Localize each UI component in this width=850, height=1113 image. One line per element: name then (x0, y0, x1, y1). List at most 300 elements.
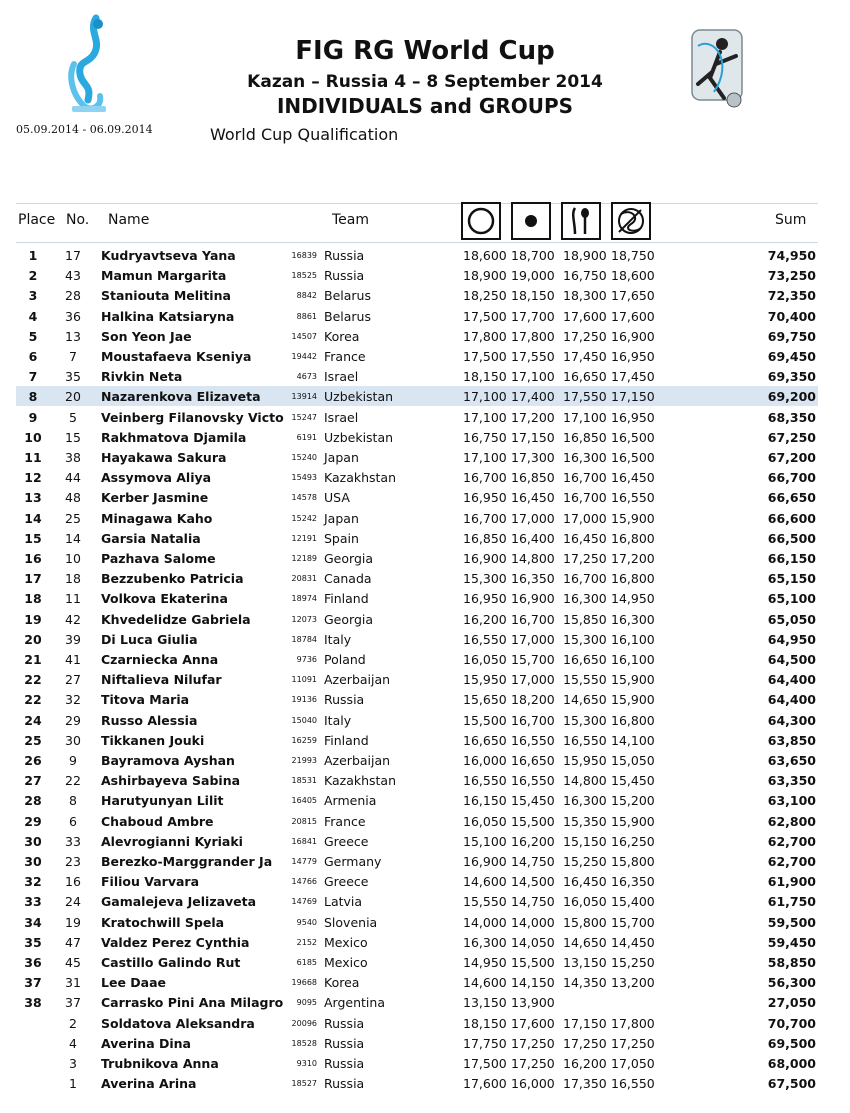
row-ball-score: 14,050 (511, 934, 555, 950)
row-ball-score: 15,700 (511, 652, 555, 667)
table-row (0, 1033, 850, 1053)
row-clubs-score: 16,700 (563, 470, 607, 486)
row-hoop-score: 16,850 (463, 530, 507, 546)
row-ribbon-score: 16,300 (611, 611, 655, 627)
row-ball-score: 17,000 (511, 672, 555, 688)
row-ribbon-score: 16,550 (611, 1076, 655, 1092)
row-team: Greece (324, 833, 369, 849)
row-license-number: 18974 (291, 594, 317, 604)
row-clubs-score: 16,750 (563, 268, 607, 284)
row-team: Korea (324, 975, 360, 991)
row-start-number: 20 (65, 389, 81, 405)
row-team: Latvia (324, 894, 363, 910)
row-ball-score: 17,250 (511, 1035, 555, 1051)
row-gymnast-name: Kratochwill Spela (101, 914, 225, 930)
row-hoop-score: 18,600 (463, 248, 507, 263)
row-ribbon-score: 16,500 (611, 429, 655, 445)
row-clubs-score: 16,200 (563, 1056, 607, 1071)
table-row (0, 346, 850, 366)
row-place: 6 (28, 349, 38, 364)
row-ribbon-score: 16,950 (611, 409, 655, 425)
row-ribbon-score: 18,750 (611, 248, 655, 263)
row-gymnast-name: Russo Alessia (101, 712, 198, 728)
row-clubs-score: 16,450 (563, 874, 607, 890)
row-start-number: 35 (65, 369, 81, 385)
row-hoop-score: 15,100 (463, 833, 507, 849)
row-license-number: 13914 (291, 392, 317, 402)
row-ribbon-score: 15,200 (611, 793, 655, 809)
row-license-number: 4673 (296, 372, 317, 382)
row-license-number: 11091 (291, 675, 317, 685)
row-clubs-score: 18,900 (563, 248, 607, 263)
row-ribbon-score: 16,800 (611, 530, 655, 546)
table-row (0, 689, 850, 709)
row-hoop-score: 13,150 (463, 995, 507, 1011)
table-row (0, 1013, 850, 1033)
row-license-number: 14766 (291, 877, 317, 887)
row-gymnast-name: Trubnikova Anna (101, 1056, 219, 1071)
row-place: 16 (24, 551, 42, 566)
row-start-number: 25 (65, 510, 81, 526)
row-team: France (324, 349, 366, 364)
row-total-score: 62,800 (767, 813, 816, 829)
row-total-score: 64,400 (767, 692, 816, 708)
row-clubs-score: 16,550 (563, 732, 607, 748)
row-clubs-score: 16,300 (563, 450, 607, 465)
row-start-number: 37 (65, 995, 81, 1011)
row-hoop-score: 18,900 (463, 268, 507, 284)
row-hoop-score: 18,250 (463, 288, 507, 304)
competition-dates: 05.09.2014 - 06.09.2014 (16, 123, 153, 136)
row-ribbon-score: 15,400 (611, 894, 655, 910)
row-clubs-score: 17,150 (563, 1015, 607, 1031)
row-team: Argentina (324, 995, 385, 1011)
row-team: Armenia (324, 793, 377, 809)
row-place: 33 (24, 894, 42, 910)
row-ball-score: 16,000 (511, 1076, 555, 1092)
row-start-number: 2 (69, 1015, 77, 1031)
col-header-name: Name (108, 212, 150, 228)
row-total-score: 59,500 (767, 914, 816, 930)
row-team: Uzbekistan (324, 429, 394, 445)
table-row (16, 386, 818, 406)
row-clubs-score: 15,850 (563, 611, 607, 627)
row-team: Russia (324, 248, 365, 263)
row-team: Greece (324, 874, 369, 890)
row-license-number: 18531 (291, 776, 317, 786)
row-hoop-score: 14,600 (463, 975, 507, 991)
table-row (0, 245, 850, 265)
row-clubs-score: 17,350 (563, 1076, 607, 1092)
row-place: 37 (24, 975, 42, 991)
row-team: France (324, 813, 366, 829)
row-ribbon-score: 14,950 (611, 591, 655, 607)
table-row (0, 447, 850, 467)
header-top-rule (16, 203, 818, 204)
row-ribbon-score: 17,050 (611, 1056, 655, 1071)
row-ball-score: 14,000 (511, 914, 555, 930)
row-license-number: 19136 (291, 695, 317, 705)
row-hoop-score: 16,950 (463, 591, 507, 607)
row-gymnast-name: Rakhmatova Djamila (101, 429, 247, 445)
row-start-number: 15 (65, 429, 81, 445)
row-place: 32 (24, 874, 42, 890)
row-license-number: 8842 (296, 291, 317, 301)
table-row (0, 326, 850, 346)
table-row (0, 427, 850, 447)
row-start-number: 48 (65, 490, 81, 506)
row-hoop-score: 15,550 (463, 894, 507, 910)
row-place: 22 (24, 692, 42, 708)
row-gymnast-name: Kudryavtseva Yana (101, 248, 236, 263)
row-gymnast-name: Hayakawa Sakura (101, 450, 227, 465)
row-start-number: 19 (65, 914, 81, 930)
row-license-number: 16839 (291, 251, 317, 260)
row-team: Finland (324, 591, 369, 607)
row-ball-score: 16,400 (511, 530, 555, 546)
row-gymnast-name: Bayramova Ayshan (101, 753, 235, 768)
row-total-score: 68,350 (767, 409, 816, 425)
row-place: 20 (24, 631, 42, 647)
row-start-number: 44 (65, 470, 81, 486)
row-start-number: 45 (65, 955, 81, 970)
row-start-number: 27 (65, 672, 81, 688)
row-team: Mexico (324, 955, 368, 970)
row-license-number: 18525 (291, 271, 317, 281)
row-total-score: 64,400 (767, 672, 816, 688)
row-clubs-score: 15,350 (563, 813, 607, 829)
row-place: 26 (24, 753, 42, 768)
row-license-number: 20831 (291, 574, 317, 584)
row-clubs-score: 16,700 (563, 490, 607, 506)
clubs-icon (561, 202, 601, 240)
row-team: Germany (324, 854, 382, 869)
row-team: Uzbekistan (324, 389, 394, 405)
row-team: Belarus (324, 308, 371, 324)
row-hoop-score: 16,050 (463, 652, 507, 667)
row-start-number: 43 (65, 268, 81, 284)
row-total-score: 74,950 (767, 248, 816, 263)
row-ribbon-score: 15,800 (611, 854, 655, 869)
row-clubs-score: 15,150 (563, 833, 607, 849)
row-ball-score: 17,550 (511, 349, 555, 364)
row-team: Azerbaijan (324, 672, 391, 688)
row-start-number: 3 (69, 1056, 77, 1071)
row-total-score: 62,700 (767, 854, 816, 869)
row-start-number: 39 (65, 631, 81, 647)
row-place: 17 (24, 571, 42, 587)
row-license-number: 9310 (296, 1059, 317, 1068)
table-row (0, 285, 850, 305)
row-ball-score: 15,500 (511, 813, 555, 829)
row-clubs-score: 17,250 (563, 1035, 607, 1051)
table-row (0, 891, 850, 911)
row-gymnast-name: Lee Daae (101, 975, 166, 991)
row-license-number: 19668 (291, 978, 317, 988)
row-hoop-score: 16,200 (463, 611, 507, 627)
row-ball-score: 13,900 (511, 995, 555, 1011)
table-row (0, 568, 850, 588)
row-license-number: 15240 (291, 453, 317, 462)
row-ball-score: 14,800 (511, 551, 555, 566)
row-team: Israel (324, 369, 359, 385)
row-ball-score: 14,750 (511, 854, 555, 869)
row-gymnast-name: Assymova Aliya (101, 470, 212, 486)
row-team: Kazakhstan (324, 773, 397, 789)
row-ball-score: 16,550 (511, 773, 555, 789)
table-row (0, 770, 850, 790)
row-ribbon-score: 14,100 (611, 732, 655, 748)
row-license-number: 2152 (296, 937, 317, 947)
row-place: 24 (24, 712, 42, 728)
table-row (0, 972, 850, 992)
row-ball-score: 17,800 (511, 328, 555, 344)
row-start-number: 29 (65, 712, 81, 728)
row-license-number: 12189 (291, 554, 317, 563)
row-ball-score: 17,250 (511, 1056, 555, 1071)
row-hoop-score: 18,150 (463, 369, 507, 385)
row-hoop-score: 17,500 (463, 349, 507, 364)
row-place: 25 (24, 732, 42, 748)
row-total-score: 66,700 (767, 470, 816, 486)
row-total-score: 66,650 (767, 490, 816, 506)
row-clubs-score: 16,850 (563, 429, 607, 445)
row-clubs-score: 16,300 (563, 793, 607, 809)
row-clubs-score: 13,150 (563, 955, 607, 970)
row-start-number: 36 (65, 308, 81, 324)
row-ball-score: 17,000 (511, 631, 555, 647)
row-hoop-score: 16,650 (463, 732, 507, 748)
row-start-number: 1 (69, 1076, 77, 1092)
row-total-score: 69,500 (767, 1035, 816, 1051)
row-team: Poland (324, 652, 366, 667)
row-total-score: 68,000 (767, 1056, 816, 1071)
row-gymnast-name: Mamun Margarita (101, 268, 227, 284)
row-license-number: 15040 (291, 715, 317, 725)
row-hoop-score: 16,950 (463, 490, 507, 506)
row-license-number: 18527 (291, 1079, 317, 1089)
row-ball-score: 16,450 (511, 490, 555, 506)
row-total-score: 56,300 (767, 975, 816, 991)
row-ribbon-score: 15,700 (611, 914, 655, 930)
row-ribbon-score: 16,800 (611, 571, 655, 587)
row-clubs-score: 17,000 (563, 510, 607, 526)
row-place: 35 (24, 934, 42, 950)
table-row (0, 609, 850, 629)
row-total-score: 66,600 (767, 510, 816, 526)
row-place: 4 (28, 308, 38, 324)
row-total-score: 67,250 (767, 429, 816, 445)
row-ball-score: 17,300 (511, 450, 555, 465)
table-row (0, 306, 850, 326)
row-total-score: 63,100 (767, 793, 816, 809)
row-place: 3 (28, 288, 38, 304)
row-hoop-score: 15,650 (463, 692, 507, 708)
ribbon-icon (611, 202, 651, 240)
row-place: 13 (24, 490, 42, 506)
row-hoop-score: 16,000 (463, 753, 507, 768)
row-gymnast-name: Castillo Galindo Rut (101, 955, 241, 970)
table-row (0, 851, 850, 871)
row-license-number: 16841 (291, 836, 317, 846)
row-start-number: 5 (69, 409, 77, 425)
row-ribbon-score: 17,200 (611, 551, 655, 566)
row-clubs-score: 17,450 (563, 349, 607, 364)
row-start-number: 22 (65, 773, 81, 789)
row-place: 30 (24, 854, 42, 869)
table-row (0, 669, 850, 689)
row-total-score: 59,450 (767, 934, 816, 950)
row-total-score: 73,250 (767, 268, 816, 284)
row-clubs-score: 15,300 (563, 712, 607, 728)
row-hoop-score: 14,600 (463, 874, 507, 890)
row-place: 22 (24, 672, 42, 688)
row-license-number: 6185 (296, 958, 317, 967)
row-hoop-score: 16,150 (463, 793, 507, 809)
row-hoop-score: 17,500 (463, 1056, 507, 1071)
row-start-number: 42 (65, 611, 81, 627)
row-clubs-score: 16,300 (563, 591, 607, 607)
row-ball-score: 16,200 (511, 833, 555, 849)
table-row (0, 871, 850, 891)
row-place: 12 (24, 470, 42, 486)
row-start-number: 10 (65, 551, 81, 566)
row-gymnast-name: Moustafaeva Kseniya (101, 349, 252, 364)
row-gymnast-name: Khvedelidze Gabriela (101, 611, 251, 627)
table-row (0, 952, 850, 972)
row-total-score: 70,400 (767, 308, 816, 324)
row-ball-score: 14,500 (511, 874, 555, 890)
row-ribbon-score: 16,100 (611, 652, 655, 667)
row-ribbon-score: 17,250 (611, 1035, 655, 1051)
row-start-number: 33 (65, 833, 81, 849)
table-row (0, 508, 850, 528)
table-row (0, 1053, 850, 1073)
row-clubs-score: 17,550 (563, 389, 607, 405)
row-place: 19 (24, 611, 42, 627)
row-team: Japan (324, 450, 359, 465)
row-clubs-score: 15,950 (563, 753, 607, 768)
table-row (0, 992, 850, 1012)
row-gymnast-name: Gamalejeva Jelizaveta (101, 894, 257, 910)
row-total-score: 61,900 (767, 874, 816, 890)
row-place: 36 (24, 955, 42, 970)
row-clubs-score: 16,450 (563, 530, 607, 546)
row-start-number: 11 (65, 591, 81, 607)
row-total-score: 67,500 (767, 1076, 816, 1092)
row-gymnast-name: Averina Arina (101, 1076, 197, 1092)
row-ribbon-score: 17,450 (611, 369, 655, 385)
row-hoop-score: 16,300 (463, 934, 507, 950)
table-row (0, 750, 850, 770)
row-gymnast-name: Tikkanen Jouki (101, 732, 205, 748)
row-team: Russia (324, 1076, 365, 1092)
row-ball-score: 18,700 (511, 248, 555, 263)
col-header-team: Team (332, 212, 370, 228)
row-start-number: 31 (65, 975, 81, 991)
row-license-number: 18784 (291, 634, 317, 644)
row-total-score: 69,200 (767, 389, 816, 405)
row-ribbon-score: 15,050 (611, 753, 655, 768)
row-team: Korea (324, 328, 360, 344)
table-row (0, 487, 850, 507)
row-ribbon-score: 13,200 (611, 975, 655, 991)
row-place: 1 (28, 248, 38, 263)
row-gymnast-name: Veinberg Filanovsky Victo (101, 409, 284, 425)
table-row (0, 932, 850, 952)
row-place: 21 (24, 652, 42, 667)
row-clubs-score: 17,250 (563, 328, 607, 344)
row-place: 2 (28, 268, 38, 284)
event-category: INDIVIDUALS and GROUPS (276, 94, 574, 118)
row-clubs-score: 15,250 (563, 854, 607, 869)
row-start-number: 47 (65, 934, 81, 950)
row-ball-score: 17,700 (511, 308, 555, 324)
row-place: 5 (28, 328, 38, 344)
row-place: 38 (24, 995, 42, 1011)
row-ribbon-score: 18,600 (611, 268, 655, 284)
row-clubs-score: 18,300 (563, 288, 607, 304)
row-team: Japan (324, 510, 359, 526)
row-gymnast-name: Bezzubenko Patricia (101, 571, 244, 587)
row-ball-score: 16,650 (511, 753, 555, 768)
row-start-number: 8 (69, 793, 77, 809)
table-row (0, 366, 850, 386)
col-header-place: Place (18, 212, 56, 228)
row-team: Russia (324, 1056, 365, 1071)
row-ball-score: 14,150 (511, 975, 555, 991)
row-ball-score: 14,750 (511, 894, 555, 910)
row-place: 34 (24, 914, 42, 930)
row-start-number: 38 (65, 450, 81, 465)
row-gymnast-name: Berezko-Marggrander Ja (101, 854, 273, 869)
row-gymnast-name: Averina Dina (101, 1035, 191, 1051)
row-ribbon-score: 15,250 (611, 955, 655, 970)
row-total-score: 58,850 (767, 955, 816, 970)
table-row (0, 811, 850, 831)
row-start-number: 6 (69, 813, 77, 829)
row-ribbon-score: 16,550 (611, 490, 655, 506)
row-gymnast-name: Nazarenkova Elizaveta (101, 389, 261, 405)
row-team: Canada (324, 571, 372, 587)
row-hoop-score: 17,100 (463, 409, 507, 425)
row-gymnast-name: Carrasko Pini Ana Milagro (101, 995, 284, 1011)
row-start-number: 23 (65, 854, 81, 869)
table-row (0, 730, 850, 750)
row-clubs-score: 14,650 (563, 934, 607, 950)
row-gymnast-name: Rivkin Neta (101, 369, 183, 385)
row-ribbon-score: 17,150 (611, 389, 655, 405)
row-ball-score: 16,900 (511, 591, 555, 607)
row-team: Finland (324, 732, 369, 748)
row-ball-score: 15,450 (511, 793, 555, 809)
row-license-number: 15242 (291, 513, 317, 523)
row-place: 14 (24, 510, 42, 526)
row-start-number: 13 (65, 328, 81, 344)
row-ribbon-score: 17,600 (611, 308, 655, 324)
row-start-number: 32 (65, 692, 81, 708)
row-team: Georgia (324, 551, 374, 566)
row-team: Georgia (324, 611, 374, 627)
row-ball-score: 17,200 (511, 409, 555, 425)
row-team: Russia (324, 1015, 365, 1031)
row-total-score: 65,050 (767, 611, 816, 627)
row-ball-score: 16,550 (511, 732, 555, 748)
row-team: Slovenia (324, 914, 378, 930)
row-license-number: 20815 (291, 816, 317, 826)
competition-phase: World Cup Qualification (210, 125, 399, 144)
row-gymnast-name: Halkina Katsiaryna (101, 308, 235, 324)
